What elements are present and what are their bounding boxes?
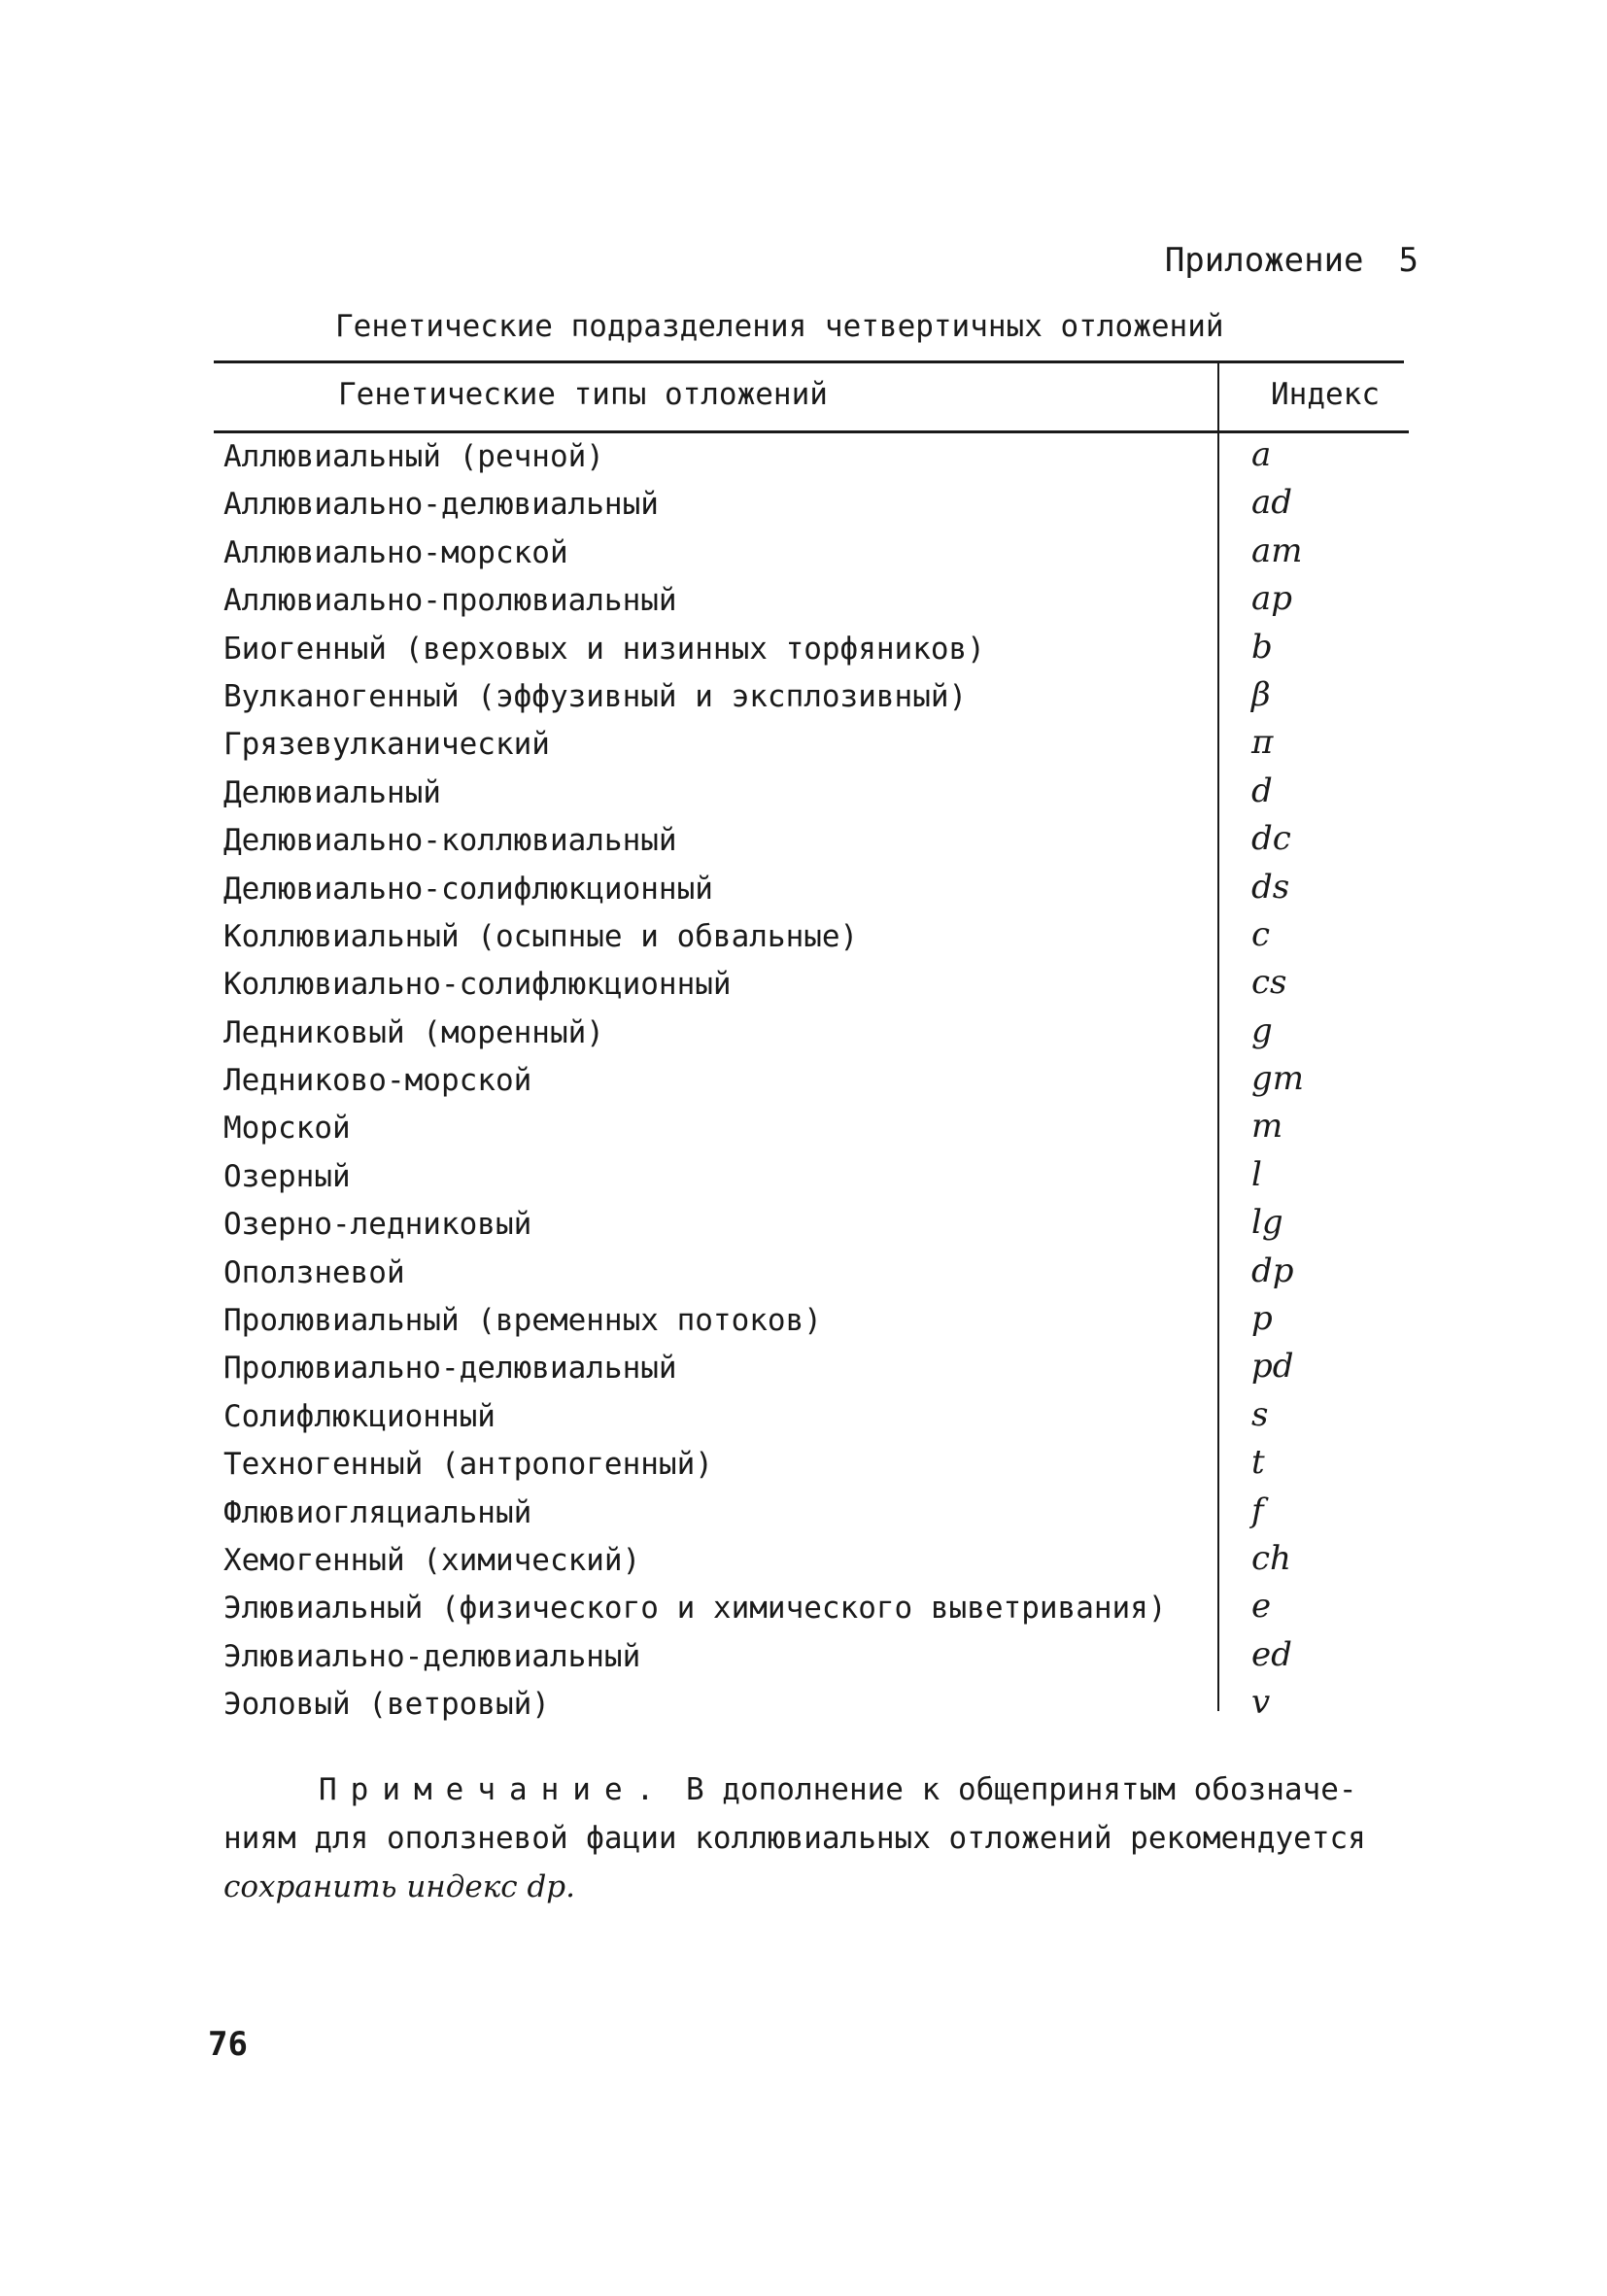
table-row — [214, 1681, 1409, 1729]
table-row — [214, 433, 1409, 481]
deposit-index: ch — [1251, 1538, 1291, 1578]
deposit-index: dc — [1251, 819, 1291, 859]
deposit-type: Морской — [223, 1111, 351, 1147]
deposit-type: Озерный — [223, 1158, 351, 1194]
table-row — [214, 961, 1409, 1009]
table-row — [214, 1105, 1409, 1152]
table-row — [214, 1490, 1409, 1537]
table-row — [214, 626, 1409, 673]
deposit-type: Грязевулканический — [223, 727, 550, 763]
deposit-index: β — [1251, 674, 1271, 714]
deposit-index: gm — [1251, 1059, 1305, 1099]
table-title: Генетические подразделения четвертичных отложений — [335, 309, 1224, 344]
deposit-index: m — [1251, 1107, 1283, 1147]
appendix-label: Приложение — [1164, 241, 1364, 280]
table-row — [214, 530, 1409, 577]
note-line-1: В дополнение к общепринятым обозначе- — [685, 1772, 1357, 1807]
page-number: 76 — [208, 2025, 248, 2064]
deposit-index: d — [1251, 771, 1273, 810]
deposit-type: Техногенный (антропогенный) — [223, 1447, 713, 1483]
table-row — [214, 1633, 1409, 1681]
table-row — [214, 866, 1409, 913]
deposit-type: Флювиогляциальный — [223, 1494, 532, 1530]
deposit-index: a — [1251, 435, 1272, 474]
table-row — [214, 913, 1409, 961]
table-row — [214, 1297, 1409, 1345]
table-top-rule — [214, 360, 1404, 363]
deposit-type: Элювиальный (физического и химического выветривания) — [223, 1591, 1167, 1627]
deposit-type: Делювиально-солифлюкционный — [223, 871, 713, 907]
table-row — [214, 1441, 1409, 1489]
deposit-index: ds — [1251, 867, 1290, 907]
deposit-index: g — [1251, 1011, 1273, 1050]
table-row — [214, 673, 1409, 721]
deposit-type: Хемогенный (химический) — [223, 1542, 641, 1578]
deposit-index: cs — [1251, 963, 1287, 1003]
note-label: Примечание. — [319, 1772, 668, 1807]
table-row — [214, 1250, 1409, 1297]
header-types: Генетические типы отложений — [338, 377, 828, 412]
deposit-type: Ледниково-морской — [223, 1063, 532, 1099]
deposit-index: c — [1251, 914, 1271, 954]
table-row — [214, 1537, 1409, 1585]
deposit-type: Делювиально-коллювиальный — [223, 823, 677, 859]
appendix-heading — [1098, 241, 1419, 280]
note — [223, 1765, 1428, 1911]
deposit-index: am — [1251, 531, 1303, 570]
table-row — [214, 481, 1409, 529]
deposit-type: Коллювиально-солифлюкционный — [223, 967, 732, 1003]
deposit-index: l — [1251, 1154, 1262, 1194]
deposit-type: Пролювиальный (временных потоков) — [223, 1303, 822, 1339]
table-row — [214, 1585, 1409, 1632]
table-row — [214, 1345, 1409, 1392]
deposit-index: ed — [1251, 1634, 1292, 1674]
deposit-type: Аллювиально-делювиальный — [223, 487, 659, 523]
deposits-table — [214, 360, 1409, 1721]
deposit-type: Озерно-ледниковый — [223, 1207, 532, 1243]
deposit-index: e — [1251, 1587, 1272, 1627]
deposit-index: π — [1251, 723, 1274, 763]
table-row — [214, 1153, 1409, 1201]
deposit-type: Коллювиальный (осыпные и обвальные) — [223, 918, 859, 954]
table-row — [214, 770, 1409, 817]
deposit-type: Эоловый (ветровый) — [223, 1687, 550, 1723]
table-row — [214, 721, 1409, 769]
table-row — [214, 817, 1409, 865]
table-row — [214, 1201, 1409, 1249]
deposit-type: Солифлюкционный — [223, 1398, 496, 1434]
deposit-index: t — [1251, 1443, 1265, 1483]
table-row — [214, 1010, 1409, 1057]
deposit-type: Аллювиально-пролювиальный — [223, 583, 677, 619]
deposit-index: s — [1251, 1394, 1269, 1434]
deposit-index: ad — [1251, 483, 1293, 523]
table-row — [214, 1057, 1409, 1105]
deposit-index: f — [1251, 1491, 1264, 1530]
deposit-index: ap — [1251, 579, 1293, 619]
table-body — [214, 433, 1409, 1730]
deposit-type: Биогенный (верховых и низинных торфяников) — [223, 631, 985, 667]
deposit-index: p — [1251, 1299, 1273, 1339]
deposit-type: Аллювиальный (речной) — [223, 439, 604, 474]
deposit-type: Оползневой — [223, 1254, 405, 1290]
table-row — [214, 577, 1409, 625]
note-line-3: сохранить индекс dp. — [223, 1869, 575, 1904]
deposit-type: Аллювиально-морской — [223, 534, 568, 570]
deposit-index: v — [1251, 1683, 1271, 1723]
deposit-index: b — [1251, 627, 1273, 667]
deposit-type: Делювиальный — [223, 774, 441, 810]
deposit-type: Пролювиально-делювиальный — [223, 1351, 677, 1387]
header-index: Индекс — [1271, 377, 1380, 412]
deposit-index: dp — [1251, 1251, 1294, 1290]
appendix-number: 5 — [1398, 241, 1419, 280]
deposit-type: Вулканогенный (эффузивный и эксплозивный) — [223, 678, 968, 714]
deposit-type: Элювиально-делювиальный — [223, 1638, 641, 1674]
deposit-index: pd — [1251, 1347, 1294, 1387]
deposit-type: Ледниковый (моренный) — [223, 1014, 604, 1050]
table-row — [214, 1393, 1409, 1441]
note-line-2: ниям для оползневой фации коллювиальных отложений рекомендуется — [223, 1821, 1366, 1856]
deposit-index: lg — [1251, 1203, 1283, 1243]
